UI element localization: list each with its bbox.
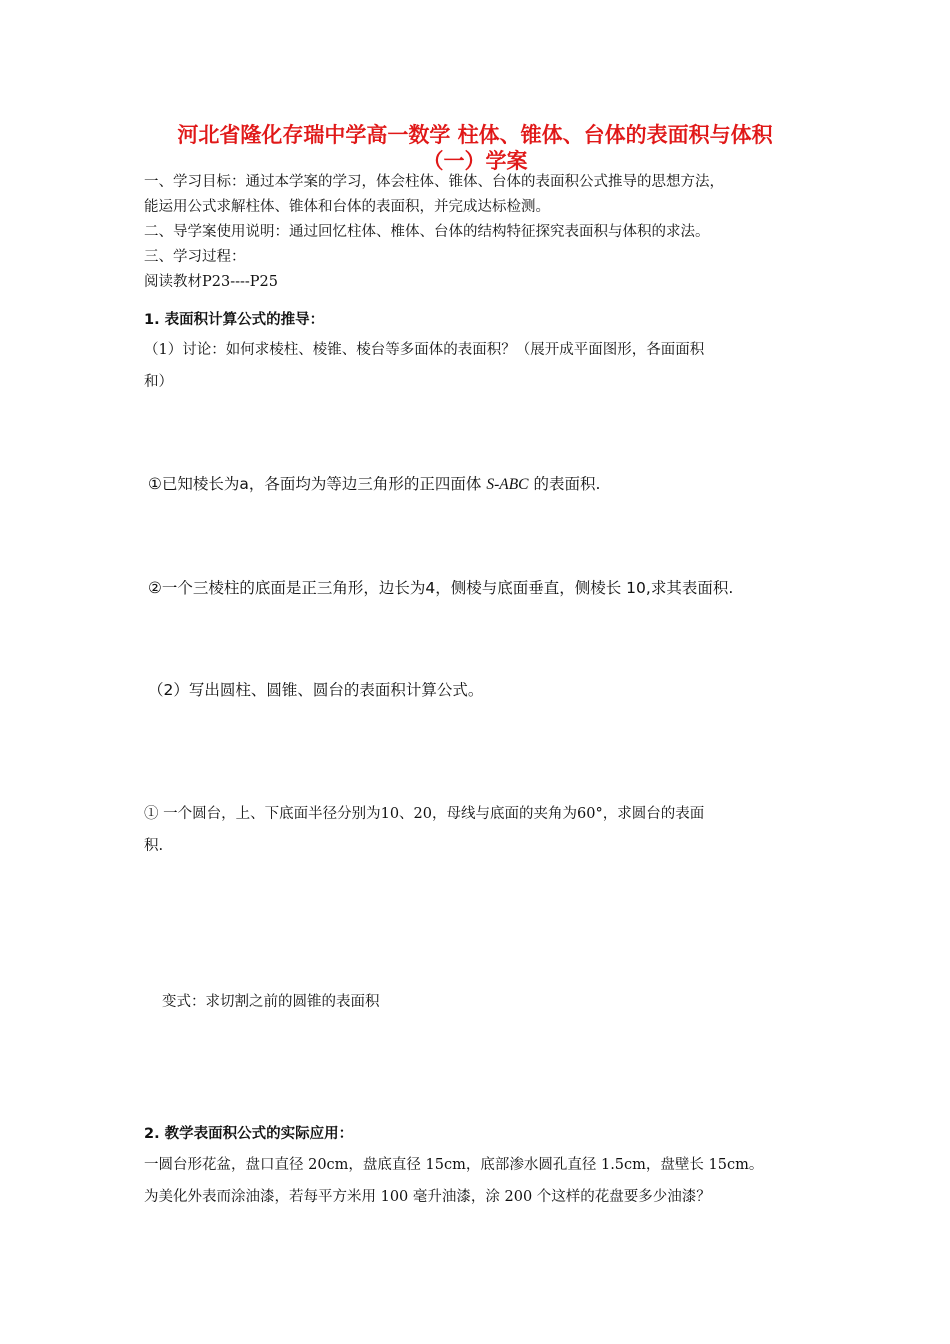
frustum-example-line-2: 积. <box>144 838 164 854</box>
example-tetrahedron <box>148 474 600 495</box>
learning-goal-line-1: 一、学习目标：通过本学案的学习，体会柱体、锥体、台体的表面积公式推导的思想方法， <box>144 174 724 190</box>
reading-assignment: 阅读教材P23----P25 <box>144 274 279 290</box>
process-heading: 三、学习过程： <box>144 249 246 265</box>
discussion-question-line-2: 和） <box>144 374 173 390</box>
example-tetrahedron-text: ①已知棱长为a，各面均为等边三角形的正四面体 <box>148 475 487 493</box>
frustum-example-line-1: ① 一个圆台，上、下底面半径分别为10、20，母线与底面的夹角为60°，求圆台的表面 <box>144 806 705 822</box>
application-line-1: 一圆台形花盆，盘口直径 20cm，盘底直径 15cm，底部渗水圆孔直径 1.5cm，盘壁长 15cm。 <box>144 1157 764 1173</box>
discussion-question-line-1: （1）讨论：如何求棱柱、棱锥、棱台等多面体的表面积？（展开成平面图形，各面面积 <box>144 342 705 358</box>
application-line-2: 为美化外表而涂油漆，若每平方米用 100 毫升油漆，涂 200 个这样的花盘要多少油漆？ <box>144 1189 711 1205</box>
variant-question: 变式：求切割之前的圆锥的表面积 <box>162 994 380 1010</box>
example-tetrahedron-end: 的表面积. <box>528 475 601 493</box>
formula-question: （2）写出圆柱、圆锥、圆台的表面积计算公式。 <box>148 681 484 699</box>
title-line-2: （一）学案 <box>422 149 528 173</box>
title-line-1: 河北省隆化存瑞中学高一数学 柱体、锥体、台体的表面积与体积 <box>177 123 773 147</box>
usage-note: 二、导学案使用说明：通过回忆柱体、椎体、台体的结构特征探究表面积与体积的求法。 <box>144 224 710 240</box>
learning-goal-line-2: 能运用公式求解柱体、锥体和台体的表面积，并完成达标检测。 <box>144 199 550 215</box>
example-prism: ②一个三棱柱的底面是正三角形，边长为4，侧棱与底面垂直，侧棱长 10,求其表面积. <box>148 579 734 597</box>
section-2-heading: 2. 教学表面积公式的实际应用： <box>144 1126 354 1142</box>
section-1-heading: 1. 表面积计算公式的推导： <box>144 312 325 328</box>
tetrahedron-label: S-ABC <box>486 476 529 493</box>
